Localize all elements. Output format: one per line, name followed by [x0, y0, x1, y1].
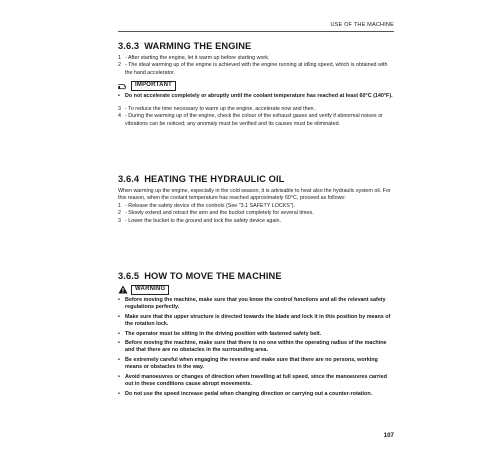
step-text: - Release the safety device of the controls (See "3.1 SAFETY LOCKS"). — [125, 203, 296, 209]
warning-bullet — [118, 340, 394, 355]
important-bullet — [118, 93, 394, 100]
step-text: - After starting the engine, let it warm up before starting work. — [125, 55, 270, 61]
step-item — [118, 62, 394, 77]
step-item — [118, 113, 394, 128]
bullet-text: The operator must be sitting in the driving position with fastened safety belt. — [125, 331, 322, 337]
section-number: 3.6.4 — [118, 174, 140, 184]
step-number: 2 — [118, 210, 121, 217]
pointing-hand-icon — [118, 82, 128, 90]
bullet-text: Before moving the machine, make sure that you know the control functions and all the relevant safety regulations perfectly. — [125, 297, 386, 311]
bullet-dot: • — [118, 93, 120, 99]
section-title-move-machine — [118, 271, 282, 281]
steps-list — [118, 203, 394, 225]
step-number: 3 — [118, 217, 121, 224]
section-title-text: HEATING THE HYDRAULIC OIL — [144, 174, 285, 184]
section-number: 3.6.5 — [118, 271, 140, 281]
step-number: 3 — [118, 106, 121, 112]
step-item — [118, 106, 394, 113]
section-title-heating-oil — [118, 174, 284, 184]
warning-bullet — [118, 391, 394, 398]
bullet-dot: • — [118, 340, 120, 346]
step-item — [118, 203, 394, 210]
header-rule — [118, 31, 394, 32]
warning-bullet — [118, 297, 394, 312]
warning-triangle-icon — [118, 285, 128, 294]
steps-list — [118, 106, 394, 128]
bullet-text: Make sure that the upper structure is directed towards the blade and lock it in this position by means of the rotation lock. — [125, 314, 391, 328]
step-number: 1 — [118, 203, 121, 209]
bullet-text: Be extremely careful when engaging the reverse and make sure that there are no persons, working means or obstacles in the way. — [125, 357, 378, 371]
step-text: - During the warming up of the engine, check the colour of the exhaust gases and verify if abnormal noises or vibrations can be noticed; any anomaly must be verified and its causes must be eliminated. — [125, 113, 383, 127]
bullet-dot: • — [118, 314, 120, 320]
warning-bullet — [118, 331, 394, 338]
paragraph: When warming up the engine, especially in the cold season, it is advisable to heat also the hydraulic system oil. For this reason, when the coolant temperature has reached approximately 60°C, proceed as follows: — [118, 188, 391, 202]
steps-list — [118, 55, 394, 77]
section-title-warming-engine — [118, 41, 251, 51]
step-number: 4 — [118, 113, 121, 120]
warning-bullet — [118, 357, 394, 372]
section-title-text: WARMING THE ENGINE — [144, 41, 252, 51]
step-item — [118, 218, 394, 225]
bullet-dot: • — [118, 297, 120, 303]
bullet-text: Do not use the speed increase pedal when changing direction or carrying out a counter-rotation. — [125, 391, 373, 397]
warning-notice — [118, 285, 169, 295]
step-text: - Slowly extend and retract the arm and the bucket completely for several times. — [125, 210, 314, 217]
bullet-text: Avoid manoeuvres or changes of direction when travelling at full speed, since the manoeuvres carried out in these conditions cause abrupt movements. — [125, 374, 387, 388]
bullet-text: Before moving the machine, make sure that there is no one within the operating radius of the machine and that there are no obstacles in the surrounding area. — [125, 340, 387, 354]
bullet-dot: • — [118, 374, 120, 380]
step-item — [118, 210, 394, 217]
bullet-text: Do not accelerate completely or abruptly until the coolant temperature has reached at least 60°C (140°F). — [125, 93, 393, 99]
step-item — [118, 55, 394, 62]
page-number: 107 — [383, 432, 394, 439]
step-number: 1 — [118, 55, 121, 61]
step-text: - Lower the bucket to the ground and lock the safety device again. — [125, 217, 281, 224]
step-text: - The ideal warming up of the engine is achieved with the engine running at idling speed, which is obtained with the hand accelerator. — [125, 62, 388, 76]
important-notice — [118, 81, 176, 91]
manual-page — [118, 0, 394, 450]
section-number: 3.6.3 — [118, 41, 140, 51]
section-title-text: HOW TO MOVE THE MACHINE — [144, 271, 282, 281]
bullet-dot: • — [118, 357, 120, 363]
bullet-dot: • — [118, 391, 120, 397]
warning-bullet — [118, 314, 394, 329]
step-text: - To reduce the time necessary to warm up the engine, accelerate now and then. — [125, 106, 316, 112]
important-label: IMPORTANT — [131, 81, 176, 91]
warning-label: WARNING — [131, 285, 169, 295]
running-header: USE OF THE MACHINE — [330, 22, 394, 28]
warning-bullet — [118, 374, 394, 389]
bullet-dot: • — [118, 331, 120, 337]
step-number: 2 — [118, 62, 121, 69]
